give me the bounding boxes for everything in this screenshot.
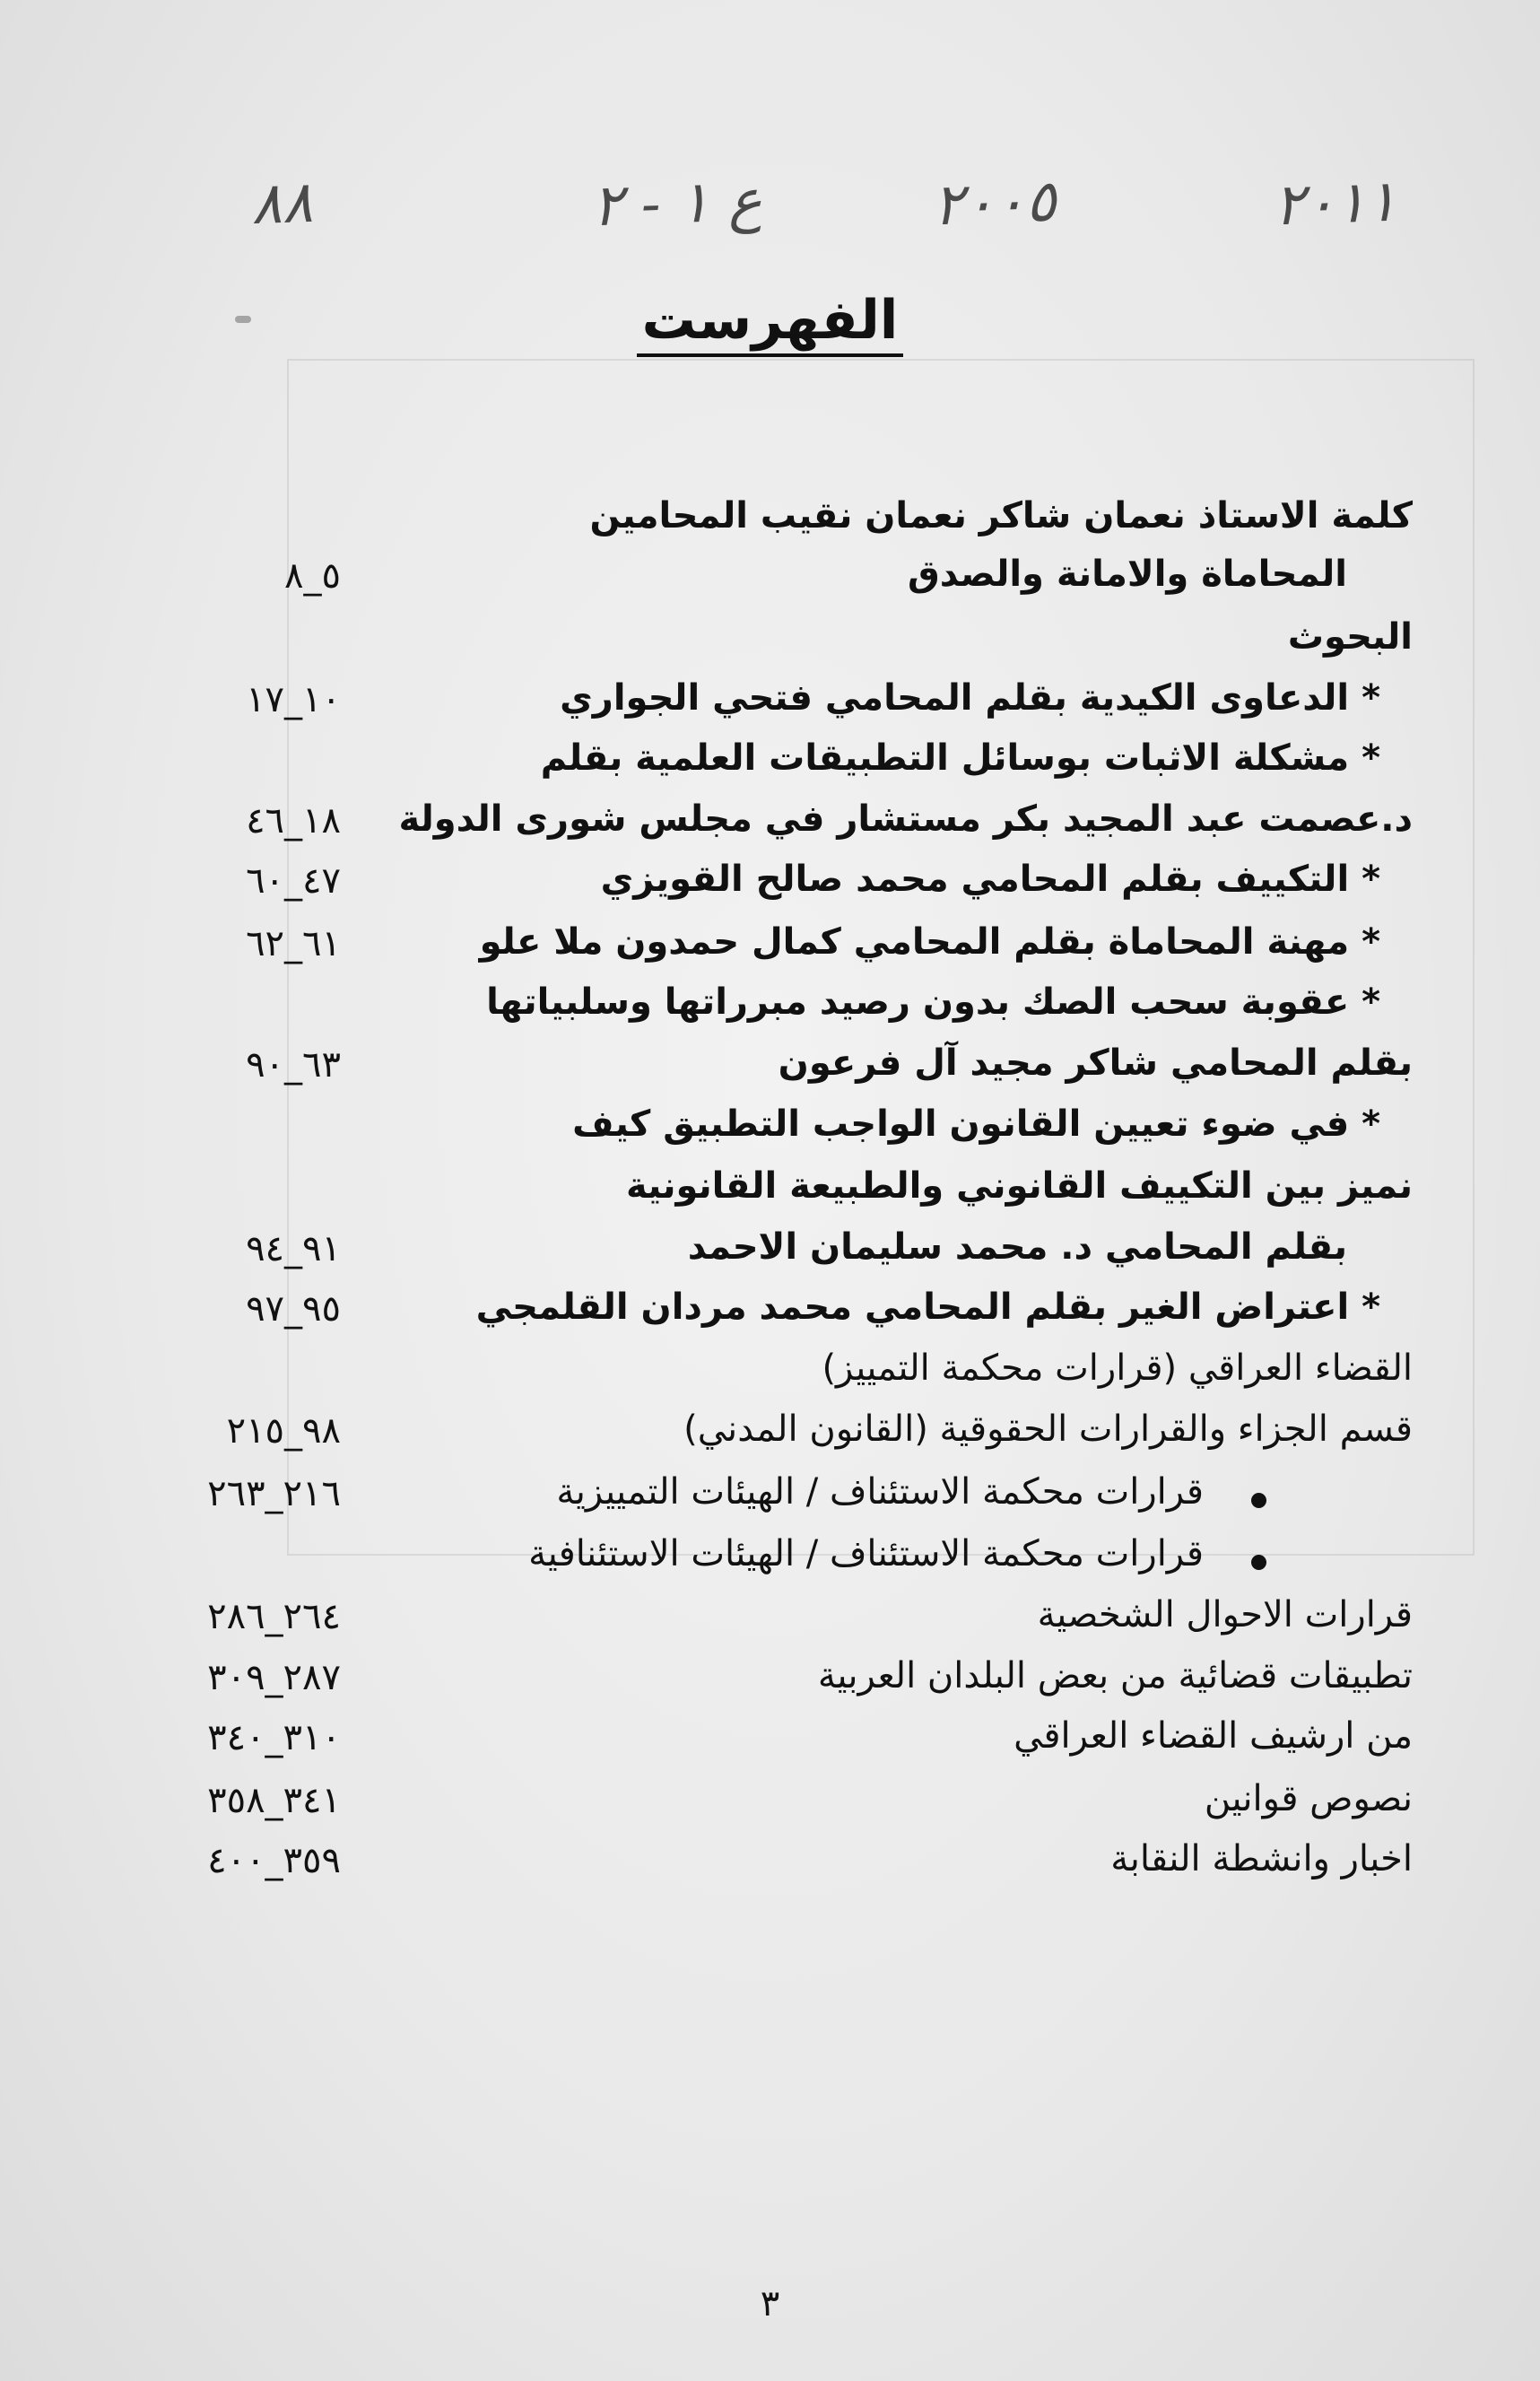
toc-page-range: ٩١_٩٤ [246,1228,341,1269]
toc-page-range: ٥_٨ [284,555,341,597]
toc-entry[interactable]: * في ضوء تعيين القانون الواجب التطبيق كيف [572,1103,1380,1145]
toc-entry[interactable]: * مهنة المحاماة بقلم المحامي كمال حمدون ملا علو [479,921,1380,963]
handwritten-note-year-1: ٢٠١١ [1272,168,1398,240]
toc-entry[interactable]: * اعتراض الغير بقلم المحامي محمد مردان القلمجي [475,1286,1380,1328]
toc-entry[interactable]: كلمة الاستاذ نعمان شاكر نعمان نقيب المحامين [589,495,1413,536]
toc-entry[interactable]: * مشكلة الاثبات بوسائل التطبيقات العلمية بقلم [540,737,1380,779]
toc-entry[interactable]: من ارشيف القضاء العراقي [1014,1715,1413,1757]
toc-entry[interactable]: المحاماة والامانة والصدق [908,554,1347,595]
toc-page-range: ١٨_٤٦ [246,800,341,842]
toc-entry[interactable]: * الدعاوى الكيدية بقلم المحامي فتحي الجواري [560,677,1380,719]
toc-page-range: ١٠_١٧ [246,679,341,720]
toc-entry[interactable]: نصوص قوانين [1204,1778,1413,1819]
toc-entry[interactable]: بقلم المحامي شاكر مجيد آل فرعون [778,1042,1413,1084]
bullet-icon [1251,1493,1266,1508]
toc-section-heading[interactable]: البحوث [1287,616,1413,658]
toc-page-range: ٦١_٦٢ [246,923,341,964]
toc-entry[interactable]: د.عصمت عبد المجيد بكر مستشار في مجلس شورى الدولة [398,798,1413,840]
toc-page-range: ٢٨٧_٣٠٩ [207,1657,341,1698]
toc-title [0,289,1540,357]
handwritten-note-number: ٨٨ [249,169,315,239]
toc-entry[interactable]: نميز بين التكييف القانوني والطبيعة القانونية [625,1165,1413,1207]
toc-entry[interactable]: اخبار وانشطة النقابة [1110,1838,1413,1880]
toc-page-range: ٢١٦_٢٦٣ [207,1473,341,1514]
page-number: ٣ [760,2283,780,2324]
toc-entry[interactable]: قرارات محكمة الاستئناف / الهيئات الاستئنافية [528,1533,1204,1574]
toc-entry[interactable]: قرارات الاحوال الشخصية [1037,1594,1413,1635]
bullet-icon [1251,1555,1266,1570]
toc-entry[interactable]: بقلم المحامي د. محمد سليمان الاحمد [687,1226,1347,1268]
toc-entry[interactable]: تطبيقات قضائية من بعض البلدان العربية [817,1655,1413,1696]
toc-entry[interactable]: قرارات محكمة الاستئناف / الهيئات التمييزية [556,1471,1204,1513]
toc-page-range: ٣٥٩_٤٠٠ [207,1840,341,1881]
toc-page-range: ٣١٠_٣٤٠ [207,1717,341,1758]
toc-entry[interactable]: قسم الجزاء والقرارات الحقوقية (القانون المدني) [683,1409,1413,1450]
handwritten-note-issue: ع ١ - ٢ [590,167,763,240]
toc-entry[interactable]: * عقوبة سحب الصك بدون رصيد مبرراتها وسلبياتها [486,981,1380,1023]
toc-page-range: ٩٨_٢١٥ [226,1410,341,1452]
toc-page-range: ٣٤١_٣٥٨ [207,1780,341,1821]
toc-page-range: ٤٧_٦٠ [246,860,341,902]
toc-page-range: ٢٦٤_٢٨٦ [207,1596,341,1637]
toc-title-text: الفهرست [637,291,904,357]
toc-page-range: ٩٥_٩٧ [246,1288,341,1330]
handwritten-note-year-2: ٢٠٠٥ [931,168,1057,240]
toc-entry[interactable]: * التكييف بقلم المحامي محمد صالح القويزي [600,859,1380,900]
toc-page-range: ٦٣_٩٠ [246,1044,341,1086]
toc-entry[interactable]: القضاء العراقي (قرارات محكمة التمييز) [822,1347,1413,1389]
